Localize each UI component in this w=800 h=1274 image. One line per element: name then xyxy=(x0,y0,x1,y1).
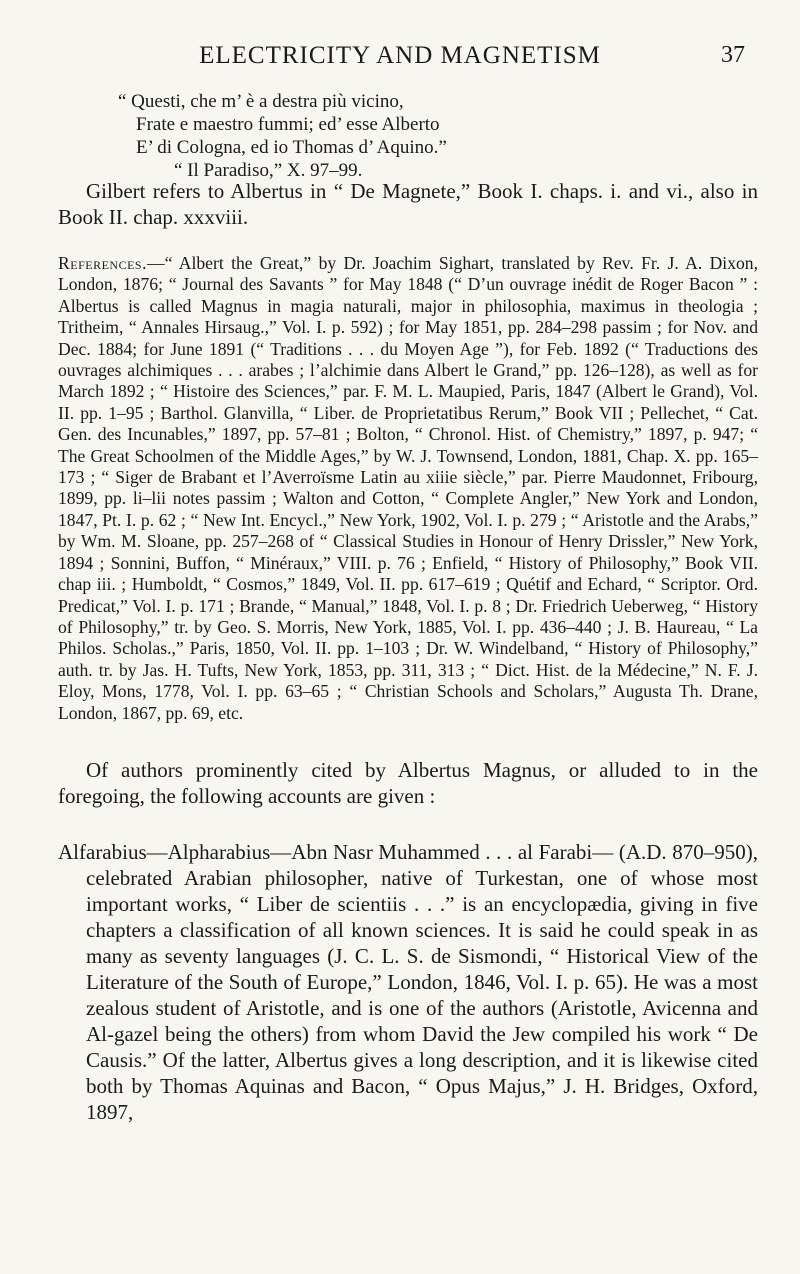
page-number: 37 xyxy=(721,42,745,68)
quote-source: “ Il Paradiso,” X. 97–99. xyxy=(174,160,363,181)
references-block xyxy=(58,253,758,724)
paragraph-gilbert: Gilbert refers to Albertus in “ De Magnete,” Book I. chaps. i. and vi., also in Book II. chap. xxxviii. xyxy=(58,179,758,229)
entry-alfarabius xyxy=(58,839,758,1125)
running-title: ELECTRICITY AND MAGNETISM xyxy=(199,42,601,69)
references-text: —“ Albert the Great,” by Dr. Joachim Sighart, translated by Rev. Fr. J. A. Dixon, London, 1876; “ Journal des Savants ” for May 1848 (“ D’un ouvrage inédit de Roger Bacon ” : Albertus is called Magnus in magia naturali, major in philosophia, maximus in theologia ; Tritheim, “ Annales Hirsaug.,” Vol. I. p. 592) ; for May 1851, pp. 284–298 passim ; for Nov. and Dec. 1884; for June 1891 (“ Traditions . . . du Moyen Age ”), for Feb. 1892 (“ Traductions des ouvrages alchimiques . . . arabes ; l’alchimie dans Albert le Grand,” pp. 126–128), as well as for March 1892 ; “ Histoire des Sciences,” par. F. M. L. Maupied, Paris, 1847 (Albert le Grand), Vol. II. pp. 1–95 ; Barthol. Glanvilla, “ Liber. de Proprietatibus Rerum,” Book VII ; Pellechet, “ Cat. Gen. des Incunables,” 1897, pp. 57–81 ; Bolton, “ Chronol. Hist. of Chemistry,” 1897, p. 947; “ The Great Schoolmen of the Middle Ages,” by W. J. Townsend, London, 1881, Chap. X. pp. 165–173 ; “ Siger de Brabant et l’Averroïsme Latin au xiiie siècle,” par. Pierre Maudonnet, Fribourg, 1899, pp. li–lii notes passim ; Walton and Cotton, “ Complete Angler,” New York and London, 1847, Pt. I. p. 62 ; “ New Int. Encycl.,” New York, 1902, Vol. I. p. 279 ; “ Aristotle and the Arabs,” by Wm. M. Sloane, pp. 257–268 of “ Classical Studies in Honour of Henry Drissler,” New York, 1894 ; Sonnini, Buffon, “ Minéraux,” VIII. p. 76 ; Enfield, “ History of Philosophy,” Book VII. chap iii. ; Humboldt, “ Cosmos,” 1849, Vol. II. pp. 617–619 ; Quétif and Echard, “ Scriptor. Ord. Predicat,” Vol. I. p. 171 ; Brande, “ Manual,” 1848, Vol. I. p. 8 ; Dr. Friedrich Ueberweg, “ History of Philosophy,” tr. by Geo. S. Morris, New York, 1885, Vol. I. pp. 436–440 ; J. B. Haureau, “ La Philos. Scholas.,” Paris, 1850, Vol. II. pp. 1–103 ; Dr. W. Windelband, “ History of Philosophy,” auth. tr. by Jas. H. Tufts, New York, 1853, pp. 311, 313 ; “ Dict. Hist. de la Médecine,” N. F. J. Eloy, Mons, 1778, Vol. I. pp. 63–65 ; “ Christian Schools and Scholars,” Augusta Th. Drane, London, 1867, pp. 69, etc. xyxy=(58,253,758,723)
quote-line: Frate e maestro fummi; ed’ esse Alberto xyxy=(136,114,440,135)
references-label: References. xyxy=(58,253,147,273)
dante-quote xyxy=(118,90,758,182)
quote-line: “ Questi, che m’ è a destra più vicino, xyxy=(118,91,404,112)
entry-alfarabius-text: Alfarabius—Alpharabius—Abn Nasr Muhammed . . . al Farabi— (A.D. 870–950), celebrated Arabian philosopher, native of Turkestan, one of whose most important works, “ Liber de scientiis . . .” is an encyclopædia, giving in five chapters a classification of all known sciences. It is said he could speak in as many as seventy languages (J. C. L. S. de Sismondi, “ Historical View of the Literature of the South of Europe,” London, 1846, Vol. I. p. 65). He was a most zealous student of Aristotle, and is one of the authors (Aristotle, Avicenna and Al-gazel being the others) from whom David the Jew compiled his work “ De Causis.” Of the latter, Albertus gives a long description, and it is likewise cited both by Thomas Aquinas and Bacon, “ Opus Majus,” J. H. Bridges, Oxford, 1897, xyxy=(58,840,758,1124)
quote-line: E’ di Cologna, ed io Thomas d’ Aquino.” xyxy=(136,137,447,158)
paragraph-authors: Of authors prominently cited by Albertus Magnus, or alluded to in the foregoing, the following accounts are given : xyxy=(58,758,758,808)
page-header xyxy=(0,42,800,82)
